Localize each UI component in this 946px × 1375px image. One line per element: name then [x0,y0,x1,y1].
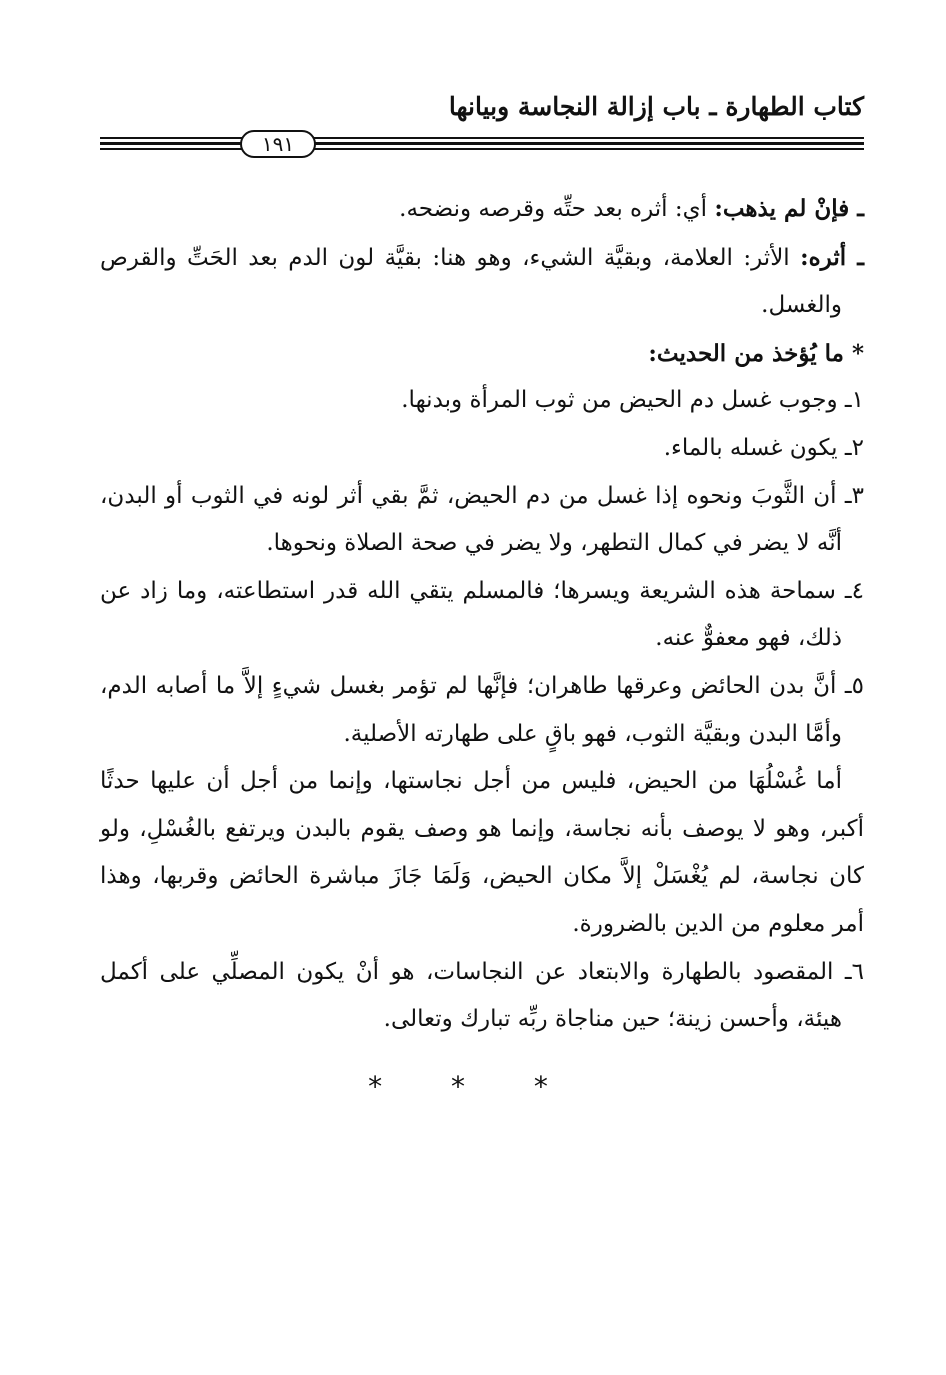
numbered-point: ٥ـ أنَّ بدن الحائض وعرقها طاهران؛ فإنَّها لم تؤمر بغسل شيءٍ إلاَّ ما أصابه الدم، وأمَّا البدن وبقيَّة الثوب، فهو باقٍ على طهارته الأصلية. [100,672,864,747]
continuation-paragraph: أما غُسْلُهَا من الحيض، فليس من أجل نجاستها، وإنما من أجل أن عليها حدثًا أكبر، وهو لا يوصف بأنه نجاسة، وإنما هو وصف يقوم بالبدن ويرتفع بالغُسْلِ، ولو كان نجاسة، لم يُغْسَلْ إلاَّ مكان الحيض، وَلَمَا جَازَ مباشرة الحائض وقربها، وهذا أمر معلوم من الدين بالضرورة. [100,768,864,937]
glossary-text: أي: أثره بعد حتِّه وقرصه ونضحه. [399,196,715,222]
numbered-point: ١ـ وجوب غسل دم الحيض من ثوب المرأة وبدنها. [401,387,864,414]
glossary-entry [100,234,864,330]
glossary-text: الأثر: العلامة، وبقيَّة الشيء، وهو هنا: بقيَّة لون الدم بعد الحَتِّ والقرص والغسل. [100,244,842,319]
header-rule-line [100,137,864,139]
running-title: كتاب الطهارة ـ باب إزالة النجاسة وبيانها [448,92,864,121]
numbered-point: ٦ـ المقصود بالطهارة والابتعاد عن النجاسات، هو أنْ يكون المصلِّي على أكمل هيئة، وأحسن زينة؛ حين مناجاة ربِّه تبارك وتعالى. [100,958,864,1033]
numbered-point: ٢ـ يكون غسله بالماء. [663,434,864,461]
glossary-term: ـ فإنْ لم يذهب: [714,195,864,222]
header-rule-line [100,148,864,150]
page-number: ١٩١ [240,130,316,158]
header-rule-line [100,142,864,145]
header-rule [100,130,864,156]
numbered-point: ٤ـ سماحة هذه الشريعة ويسرها؛ فالمسلم يتقي الله قدر استطاعته، وما زاد عن ذلك، فهو معفوٌّ عنه. [100,577,864,652]
glossary-term: ـ أثره: [800,243,864,271]
glossary-entry [100,185,864,234]
section-heading: * ما يُؤخذ من الحديث: [648,339,864,367]
section-separator: * * * [368,1070,578,1103]
page-body [100,185,864,1044]
numbered-point: ٣ـ أن الثَّوبَ ونحوه إذا غسل من دم الحيض، ثمَّ بقي أثر لونه في الثوب أو البدن، أنَّه لا يضر في كمال التطهر، ولا يضر في صحة الصلاة ونحوها. [100,482,864,557]
